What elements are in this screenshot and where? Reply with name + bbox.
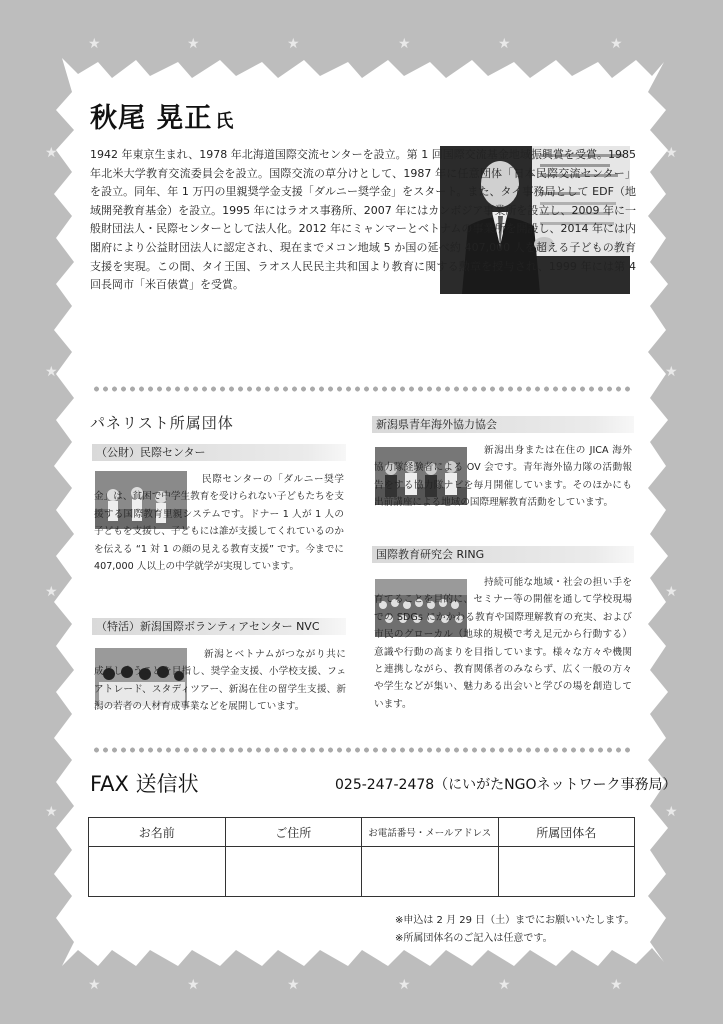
star-decoration: ★ <box>665 584 678 600</box>
star-decoration: ★ <box>398 977 411 993</box>
star-decoration: ★ <box>498 977 511 993</box>
speaker-name <box>90 96 234 135</box>
deadline-note: ※申込は 2 月 29 日（土）までにお願いいたします。 <box>395 915 635 926</box>
star-decoration: ★ <box>187 977 200 993</box>
star-decoration: ★ <box>287 36 300 52</box>
star-decoration: ★ <box>45 804 58 820</box>
fax-form-table <box>88 817 635 897</box>
optional-note: ※所属団体名のご記入は任意です。 <box>395 933 553 944</box>
star-decoration: ★ <box>45 145 58 161</box>
dotted-divider <box>92 747 632 753</box>
speaker-name-text: 秋尾 晃正 <box>90 103 213 134</box>
star-decoration: ★ <box>88 977 101 993</box>
org-text-minsai-center: 民際センターの「ダルニー奨学金」は、貧困で中学生教育を受けられない子どもたちを支援する国際教育里親システムです。ドナー 1 人が 1 人の子どもを支援し、子どもには誰が支援してくれているのかを伝える “1 対 1 の顔の見える教育支援” です。今までに 407,000 人以上の中学就学が実現しています。 <box>94 474 344 573</box>
star-decoration: ★ <box>88 36 101 52</box>
star-decoration: ★ <box>610 36 623 52</box>
contact-field[interactable] <box>362 847 499 897</box>
column-name: お名前 <box>89 818 226 847</box>
org-header-minsai-center: （公財）民際センター <box>92 444 346 461</box>
star-decoration: ★ <box>187 36 200 52</box>
org-text-nvc: 新潟とベトナムがつながり共に成長し合うことを目指し、奨学金支援、小学校支援、フェアトレード、スタディツアー、新潟在住の留学生支援、新潟の若者の人材育成事業などを展開しています。 <box>94 649 346 713</box>
star-decoration: ★ <box>665 804 678 820</box>
name-field[interactable] <box>89 847 226 897</box>
panelists-section-title: パネリスト所属団体 <box>90 414 234 432</box>
fax-number: 025-247-2478（にいがたNGOネットワーク事務局） <box>335 777 677 793</box>
speaker-honorific: 氏 <box>215 111 235 132</box>
star-decoration: ★ <box>665 145 678 161</box>
star-decoration: ★ <box>665 364 678 380</box>
star-decoration: ★ <box>398 36 411 52</box>
fax-title: FAX 送信状 <box>90 772 199 796</box>
dotted-divider <box>92 386 632 392</box>
org-text-jocv-niigata: 新潟出身または在住の JICA 海外協力隊経験者による OV 会です。青年海外協力隊の活動報告をする協力隊ナビを毎月開催しています。そのほかにも出前講座による地域の国際理解教育活動をしています。 <box>374 445 632 509</box>
star-decoration: ★ <box>45 364 58 380</box>
org-header-jocv-niigata: 新潟県青年海外協力協会 <box>372 416 634 433</box>
column-address: ご住所 <box>225 818 362 847</box>
column-organization: 所属団体名 <box>498 818 635 847</box>
org-header-ring: 国際教育研究会 RING <box>372 546 634 563</box>
org-text-ring: 持続可能な地域・社会の担い手を育てることを目的に、セミナー等の開催を通して学校現場での SDGs にかかわる教育や国際理解教育の充実、および市民のグローカル（地球的規模で考え足元から行動する）意識や行動の高まりを目指しています。様々な方々や機関と連携しながら、教育関係者のみならず、広く一般の方々や学生などが集い、魅力ある出会いと学びの場を創造しています。 <box>374 577 632 710</box>
star-decoration: ★ <box>498 36 511 52</box>
star-decoration: ★ <box>287 977 300 993</box>
star-decoration: ★ <box>610 977 623 993</box>
address-field[interactable] <box>225 847 362 897</box>
column-contact: お電話番号・メールアドレス <box>362 818 499 847</box>
speaker-bio: 1942 年東京生まれ、1978 年北海道国際交流センターを設立。第 1 回国際交流基金地域振興賞を受賞。1985 年北米大学教育交流委員会を設立。国際交流の草分けとして、1987 年に任意団体「日本民際交流センター」を設立。同年、年 1 万円の里親奨学金支援「ダルニー奨学金」をスタート。また、タイ事務局として EDF（地域開発教育基金）を設立。1995 年にはラオス事務所、2007 年にはカンボジア事業所を設立し、2009 年に一般財団法人・民際センターとして法人化。2012 年にミャンマーとベトナムの事業所を開設し、2014 年には内閣府により公益財団法人に認定され、現在までメコン地域 5 か国の延べ約 407,000 人を超える子どもの教育支援を実現。この間、タイ王国、ラオス人民民主共和国より教育に関する勲章を授与され、1999 年には第 4 回長岡市「米百俵賞」を受賞。 <box>90 148 636 292</box>
organization-field[interactable] <box>498 847 635 897</box>
star-decoration: ★ <box>45 584 58 600</box>
org-header-nvc: （特活）新潟国際ボランティアセンター NVC <box>92 618 346 635</box>
